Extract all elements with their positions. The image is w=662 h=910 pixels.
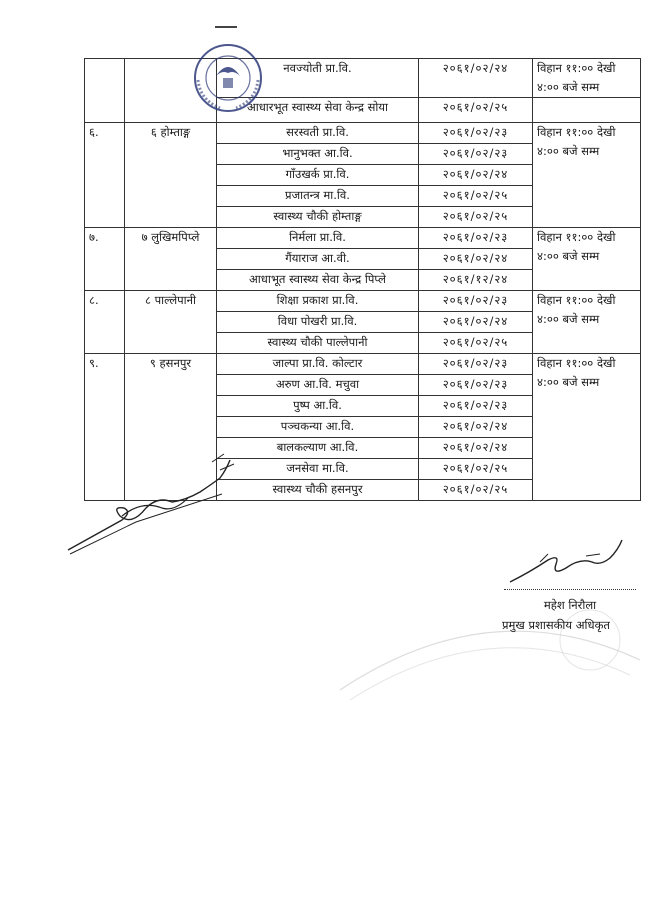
time-cell <box>533 98 641 123</box>
serial-cell: ७. <box>85 228 125 291</box>
ward-cell: ९ हसनपुर <box>125 354 217 501</box>
table-row <box>85 123 641 144</box>
officer-name: महेश निरौला <box>543 598 597 612</box>
date-cell: २०६१/०२/२३ <box>419 375 533 396</box>
time-cell: विहान ११:०० देखी ४:०० बजे सम्म <box>533 228 641 291</box>
date-cell: २०६१/०२/२५ <box>419 333 533 354</box>
date-cell: २०६१/०२/२४ <box>419 438 533 459</box>
place-cell: प्रजातन्त्र मा.वि. <box>217 186 419 207</box>
time-cell: विहान ११:०० देखी ४:०० बजे सम्म <box>533 291 641 354</box>
place-cell: गाँउखर्क प्रा.वि. <box>217 165 419 186</box>
date-cell: २०६१/०२/२३ <box>419 396 533 417</box>
place-cell: शिक्षा प्रकाश प्रा.वि. <box>217 291 419 312</box>
place-cell: पञ्चकन्या आ.वि. <box>217 417 419 438</box>
table-row <box>85 291 641 312</box>
place-cell: अरुण आ.वि. मचुवा <box>217 375 419 396</box>
date-cell: २०६१/०२/२४ <box>419 249 533 270</box>
place-cell: जाल्पा प्रा.वि. कोल्टार <box>217 354 419 375</box>
office-seal-stamp <box>190 40 266 116</box>
page-mark <box>215 26 237 28</box>
ward-cell: ७ लुखिमपिप्ले <box>125 228 217 291</box>
time-cell: विहान ११:०० देखी ४:०० बजे सम्म <box>533 354 641 501</box>
table-row <box>85 228 641 249</box>
place-cell: गैंयाराज आ.वी. <box>217 249 419 270</box>
date-cell: २०६१/०२/२३ <box>419 144 533 165</box>
ward-cell: ६ होम्ताङ्ग <box>125 123 217 228</box>
date-cell: २०६१/०२/२३ <box>419 123 533 144</box>
place-cell: पुष्प आ.वि. <box>217 396 419 417</box>
place-cell: स्वास्थ्य चौकी होम्ताङ्ग <box>217 207 419 228</box>
faint-stamp-watermark <box>330 600 650 710</box>
date-cell: २०६१/०२/२४ <box>419 165 533 186</box>
date-cell: २०६१/१२/२४ <box>419 270 533 291</box>
date-cell: २०६१/०२/२५ <box>419 186 533 207</box>
ward-cell: ८ पाल्लेपानी <box>125 291 217 354</box>
serial-cell: ९. <box>85 354 125 501</box>
place-cell: सरस्वती प्रा.वि. <box>217 123 419 144</box>
table-row <box>85 59 641 98</box>
date-cell: २०६१/०२/२५ <box>419 98 533 123</box>
date-cell: २०६१/०२/२४ <box>419 312 533 333</box>
time-cell: विहान ११:०० देखी ४:०० बजे सम्म <box>533 59 641 98</box>
left-signature <box>62 450 242 560</box>
serial-cell: ६. <box>85 123 125 228</box>
signature-dotted-line <box>504 589 636 590</box>
time-cell: विहान ११:०० देखी ४:०० बजे सम्म <box>533 123 641 228</box>
place-cell: स्वास्थ्य चौकी हसनपुर <box>217 480 419 501</box>
date-cell: २०६१/०२/२३ <box>419 354 533 375</box>
place-cell: नवज्योती प्रा.वि. <box>217 59 419 98</box>
serial-cell: ८. <box>85 291 125 354</box>
place-cell: बालकल्याण आ.वि. <box>217 438 419 459</box>
place-cell: विधा पोखरी प्रा.वि. <box>217 312 419 333</box>
serial-cell <box>85 59 125 123</box>
date-cell: २०६१/०२/२५ <box>419 459 533 480</box>
date-cell: २०६१/०२/२३ <box>419 291 533 312</box>
place-cell: स्वास्थ्य चौकी पाल्लेपानी <box>217 333 419 354</box>
officer-designation: प्रमुख प्रशासकीय अधिकृत <box>502 618 610 632</box>
schedule-table <box>84 58 641 501</box>
date-cell: २०६१/०२/२५ <box>419 480 533 501</box>
date-cell: २०६१/०२/२५ <box>419 207 533 228</box>
place-cell: आधारभूत स्वास्थ्य सेवा केन्द्र सोया <box>217 98 419 123</box>
date-cell: २०६१/०२/२४ <box>419 417 533 438</box>
date-cell: २०६१/०२/२४ <box>419 59 533 98</box>
date-cell: २०६१/०२/२३ <box>419 228 533 249</box>
place-cell: जनसेवा मा.वि. <box>217 459 419 480</box>
place-cell: भानुभक्त आ.वि. <box>217 144 419 165</box>
officer-signature <box>500 532 630 592</box>
place-cell: निर्मला प्रा.वि. <box>217 228 419 249</box>
table-row <box>85 354 641 375</box>
place-cell: आधाभूत स्वास्थ्य सेवा केन्द्र पिप्ले <box>217 270 419 291</box>
